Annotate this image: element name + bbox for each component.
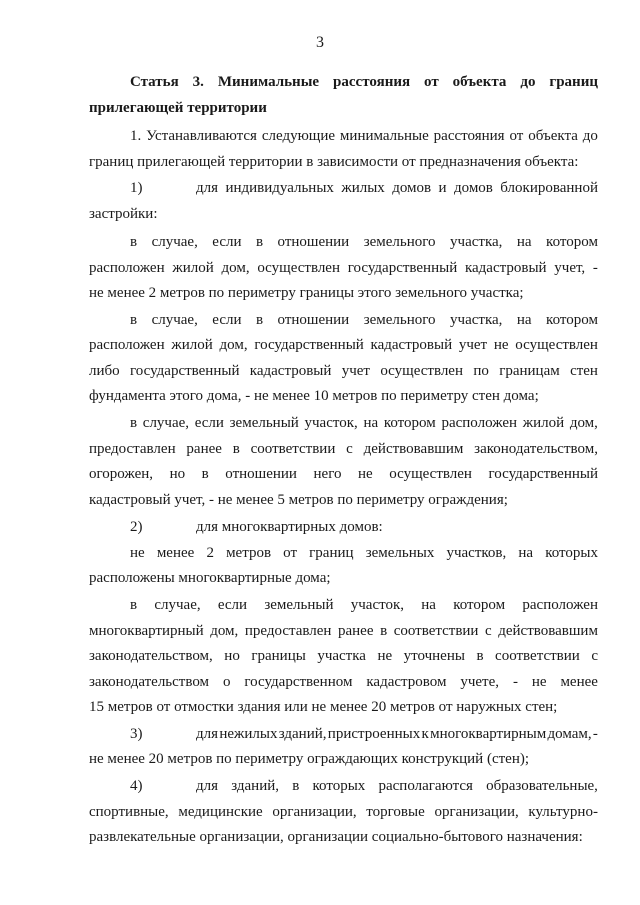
word: в [255,234,264,250]
word: жилой [172,260,214,276]
word: учет [341,363,370,379]
word: - [592,260,598,276]
word: пристроенных [327,726,421,742]
word: учет [458,337,488,353]
word: образовательные, [486,778,598,794]
word: стен [570,363,598,379]
word: случае, [142,415,190,431]
word: Минимальные [217,74,320,90]
word: отношении [277,312,350,328]
word: отношении [277,234,350,250]
word: отношении [225,466,297,482]
word: на [516,312,532,328]
word: домов [453,180,493,196]
text-span: 15 метров от отмостки здания или не менее 20 метров от наружных стен; [89,699,558,715]
word: объекта [452,74,507,90]
word: в [380,623,388,639]
word: законодательством, [89,648,213,664]
word: если [212,234,242,250]
word: для [196,180,219,196]
word: многоквартирный [89,623,204,639]
word: земельный [229,415,299,431]
word: 3. [192,74,204,90]
text-span: кадастровый учет, - не менее 5 метров по периметру ограждения; [89,492,508,508]
word: следующие [261,128,336,144]
justified-line [89,621,598,641]
text-span: развлекательные организации, организации социально-бытового назначения: [89,829,583,845]
text-span: для многоквартирных домов: [196,519,383,535]
word: многоквартирным [430,726,547,742]
word: не [531,674,547,690]
word: которых [312,778,366,794]
word: действовавшим [498,623,598,639]
justified-line [130,310,598,330]
word: менее [560,674,598,690]
word: индивидуальных [225,180,334,196]
word: в [476,648,484,664]
word: законодательством, [474,441,598,457]
word: учете, [460,674,500,690]
word: соответствии [250,441,336,457]
word: осуществлен [257,260,340,276]
justified-line [196,776,598,796]
word: государственный [254,337,364,353]
word: государственный [129,363,240,379]
word: менее [156,545,195,561]
word: по [473,363,489,379]
text-span: фундамента этого дома, - не менее 10 метров по периметру стен дома; [89,388,539,404]
page-number: 3 [316,34,324,51]
word: расположен [522,597,598,613]
word: кадастровый [370,337,453,353]
word: осуществлен [380,363,463,379]
word: границы [251,648,306,664]
justified-line [89,646,598,666]
word: границ [309,545,354,561]
word: не [493,337,509,353]
word: кадастровый [249,363,332,379]
word: для [196,778,219,794]
word: до [520,74,536,90]
word: дом, [221,260,250,276]
word: кадастровом [366,674,447,690]
word: 2 [206,545,214,561]
word: объекта [528,128,578,144]
text-span: 2) [130,519,143,535]
word: границам [499,363,560,379]
word: но [224,648,240,664]
word: участок, [350,597,405,613]
justified-line [89,672,598,692]
word: участка, [450,234,503,250]
justified-line [130,126,598,146]
word: если [217,597,248,613]
word: в [201,466,209,482]
word: него [313,466,342,482]
word: соответствии [393,623,479,639]
word: случае, [151,312,198,328]
justified-line [130,413,598,433]
justified-line [130,595,598,615]
word: жилой [171,337,213,353]
word: Статья [130,74,179,90]
word: участков, [446,545,507,561]
text-span: не менее 20 метров по периметру ограждающих конструкций (стен); [89,751,530,767]
justified-line [89,802,598,822]
justified-line [89,464,598,484]
word: в [130,312,138,328]
word: предоставлен [244,623,332,639]
word: не [358,466,373,482]
word: котором [383,415,436,431]
word: котором [546,312,598,328]
word: к [421,726,429,742]
word: блокированной [500,180,598,196]
word: расположен [89,337,165,353]
word: в [292,778,300,794]
word: от [424,74,439,90]
word: нежилых [219,726,278,742]
word: на [421,597,436,613]
word: медицинские [178,804,263,820]
word: государственный [488,466,598,482]
justified-line [196,178,598,198]
word: ранее [186,441,222,457]
word: зданий, [278,726,327,742]
word: расположен [441,415,518,431]
word: - [512,674,518,690]
word: в [232,441,240,457]
word: государственном [244,674,353,690]
justified-line [130,232,598,252]
word: участок, [304,415,358,431]
word: домам, [547,726,592,742]
word: которых [545,545,598,561]
word: Устанавливаются [146,128,257,144]
word: осуществлен [515,337,598,353]
word: земельного [363,234,436,250]
word: не [130,545,145,561]
word: огорожен, [89,466,154,482]
word: ранее [338,623,374,639]
text-span: прилегающей территории [89,100,267,116]
word: предоставлен [89,441,176,457]
justified-line [89,439,598,459]
word: случае, [151,234,198,250]
word: торговые [366,804,425,820]
text-span: 4) [130,778,143,794]
word: домов [392,180,432,196]
word: законодательством [89,674,210,690]
word: если [212,312,242,328]
word: - [592,726,598,742]
text-span: расположены многоквартирные дома; [89,570,331,586]
word: расположен [89,260,165,276]
word: от [283,545,298,561]
word: действовавшим [363,441,464,457]
word: в [130,415,138,431]
word: участка [317,648,366,664]
word: случае, [154,597,201,613]
word: земельных [365,545,435,561]
word: дом, [569,415,598,431]
word: организации, [272,804,357,820]
word: до [582,128,598,144]
word: осуществлен [389,466,472,482]
word: в [255,312,264,328]
word: с [485,623,492,639]
word: с [346,441,353,457]
word: либо [89,363,120,379]
justified-line [89,335,598,355]
word: расстояния [333,74,411,90]
justified-line [89,361,598,381]
justified-line [89,258,598,278]
word: кадастровый [464,260,547,276]
word: располагаются [378,778,473,794]
text-span: границ прилегающей территории в зависимости от предназначения объекта: [89,154,579,170]
word: зданий, [231,778,280,794]
word: земельного [363,312,436,328]
word: земельный [264,597,334,613]
word: государственный [347,260,458,276]
word: от [509,128,524,144]
word: жилой [522,415,565,431]
word: в [130,234,138,250]
text-span: 1) [130,180,143,196]
word: не [377,648,393,664]
word: для [196,726,219,742]
word: 1. [130,128,142,144]
word: с [591,648,598,664]
word: организации, [434,804,519,820]
word: о [222,674,231,690]
word: в [130,597,138,613]
word: дом, [210,623,239,639]
word: метров [226,545,272,561]
word: котором [453,597,506,613]
word: культурно- [528,804,598,820]
word: соответствии [495,648,580,664]
word: границ [549,74,598,90]
justified-line [130,72,598,92]
word: учет, [554,260,586,276]
word: жилых [341,180,385,196]
word: но [169,466,186,482]
word: дом, [219,337,248,353]
word: минимальные [339,128,429,144]
word: и [438,180,447,196]
word: на [518,545,534,561]
text-span: застройки: [89,206,158,222]
word: участка, [450,312,503,328]
word: на [516,234,532,250]
word: если [194,415,224,431]
justified-line [130,543,598,563]
word: на [363,415,379,431]
text-span: 3) [130,726,143,742]
word: расстояния [433,128,505,144]
word: котором [546,234,598,250]
word: уточнены [403,648,465,664]
word: спортивные, [89,804,169,820]
text-span: не менее 2 метров по периметру границы этого земельного участка; [89,285,524,301]
justified-line [196,724,598,744]
